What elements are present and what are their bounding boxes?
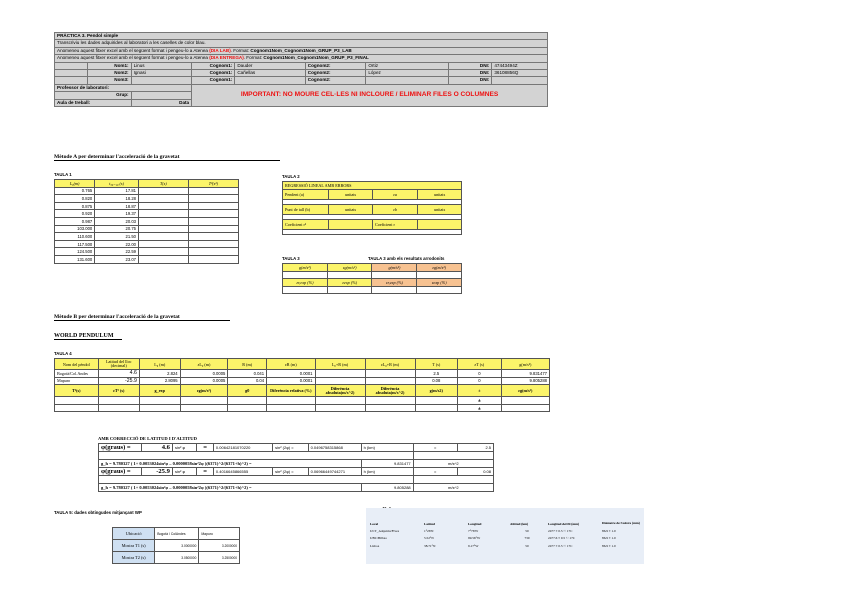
cognom1-3-field[interactable] [235,77,305,84]
grup-label: Grup: [55,92,132,99]
dni3-field[interactable] [492,77,548,84]
taula2-label: TAULA 2 [282,174,300,179]
person-row-1: Nom1: Linus Cognom1: Dauder Cognom2: Ortiz DNI: 47443494Z [55,62,548,69]
table-row: 103.000 20.75 [55,225,239,233]
table-row: UBC/Bilbao 5.52°N 99.56°W 730 2477.6 ± 0.5 © 17C 86.9 ± 1.0 [370,536,616,541]
table-row: Lisboa 38.71°N 9.17°W 50 2477 ± 0.5 © 17C 86.9 ± 1.0 [370,543,616,548]
dni2-field[interactable]: 36108856Q [492,69,548,76]
coords-panel [366,508,644,564]
correction-formula-1: g_h = 9.780327 ( 1+ 0.0053024sin²φ – 0.0000058sin²2φ )(6371)^2/(6371+h)^2) = 9.831477 m/s^2 [99,460,494,468]
person-row-2: Nom2: Ignasi Cognom1: Cañellas Cognom2: López DNI: 36108856Q [55,69,548,76]
nom2-field[interactable]: Ignasi [131,69,192,76]
dni1-field[interactable]: 47443494Z [492,62,548,69]
method-a-title: Mètode A per determinar l'acceleració de la gravetat [54,154,280,161]
taula5 [112,527,240,564]
taula1-header-row: L₀(m) t₅₀₋₁₀ (s) T(s) T²(s²) [55,180,239,188]
table-row: 110.600 21.50 [55,233,239,241]
world-pendulum-title: WORLD PENDULUM [54,333,122,340]
header-title: PRÀCTICA 3. Pendol simple [55,33,548,40]
table-row: Bogotà/Col.Andes 4.6 2.824 0.0005 0.041 0.0001 2.5 0 9.831477 [55,370,550,378]
correction-block [98,443,494,492]
taula3-table: g(m/s²) εg(m/s²) g(m/s²) εg(m/s²) εr,exp (%) εexp (%) εr,exp (%) εexp (%) [282,263,462,294]
person-row-3: Nom3: Cognom1: Cognom2: DNI: [55,77,548,84]
coords-table [366,520,644,550]
correction-row-1: φ(graus) = 4.6 sin² φ = 0.00642181070220 sin² (2φ) = 0.0496758315868 h (km) = 2.5 [99,444,494,452]
table-row: 0.987 20.03 [55,217,239,225]
taula2 [282,181,462,235]
table-row: 117.500 22.00 [55,240,239,248]
taula4 [54,358,550,412]
plus-minus-sign: ± [458,397,502,405]
header-line2: Anomeneu aquest fitxer excel amb el següent format i pengeu-lo a Atenea (DIA LAB). Format: Cognom1Nom_Cognom1Nom_GRUP_P3_LAB [55,47,548,54]
taula1-table [54,179,239,264]
cognom1-field[interactable]: Dauder [235,62,305,69]
correction-table [98,443,494,492]
aula-label: Aula de treball: [55,99,132,106]
table-row: Mapuro -25.9 2.8095 0.0005 0.04 0.0001 0.08 0 9.805288 [55,377,550,385]
nom1-field[interactable]: Linus [131,62,192,69]
header-line1: Transcriviu les dades adquirides al laboratori a les caselles de color blau. [55,40,548,47]
data-label: Data [131,99,192,106]
table-row [55,397,550,405]
taula4-table [54,358,550,412]
nom3-field[interactable] [131,77,192,84]
taula4-label: TAULA 4 [54,351,72,356]
taula4-header2-row: T²(s) εT² (s) g_exp εg(m/s²) g0 Diferència relativa (%) Diferència absoluta(m/s^2) Diferència absoluta(m/s^2) g(m/s2) ± εg(m/s²) [55,385,550,397]
grup-field[interactable] [131,92,192,99]
correction-title: AMB CORRECCIÓ DE LATITUD I D'ALTITUD [98,436,197,441]
correction-formula-2: g_h = 9.780327 ( 1+ 0.0053024sin²φ – 0.0000058sin²2φ )(6371)^2/(6371+h)^2) = 9.805288 m/s^2 [99,484,494,492]
table-row: 0.875 18.87 [55,202,239,210]
taula5-label: TAULA 5: dades obtingudes mitjançant WP [54,510,142,515]
taula4-header-row: Nom del pèndol Latitud del lloc (decimal) L₀ (m) εL₀ (m) R (m) εR (m) L₀+R (m) εL₀+R (m) T (s) εT (s) g(m/s²) [55,359,550,370]
cognom2-3-field[interactable] [366,77,449,84]
taula1-label: TAULA 1 [54,172,72,177]
table-row: 0.820 18.28 [55,195,239,203]
table-row: 0.765 17.81 [55,187,239,195]
correction-row-2: φ(graus) = -25.9 sin² φ = 0.4016645866555 sin² (2φ) = 0.06966449744271 h (km) = 0.08 [99,468,494,476]
cognom2-field[interactable]: Ortiz [366,62,449,69]
taula3-label: TAULA 3 [282,256,300,261]
header-table [54,32,548,107]
table-row: 124.500 22.59 [55,248,239,256]
method-b-title: Mètode B per determinar l'acceleració de la gravetat [54,314,230,321]
professor-label: Professor de laboratori: [55,84,192,91]
table-row: UCT_Adquiriu/Fives 1°26'N 7°76'W 50 2477 ± 0.5 © 17C 86.9 ± 1.0 [370,529,616,534]
plus-minus-sign: ± [458,404,502,412]
taula2-table: REGRESSIÓ LINEAL AMB ERRORS Pendent (a) unitats εa unitats Punt de tall (b) unitats εb unitats Coeficient r² Coeficient r [282,181,462,235]
taula5-table [112,527,240,564]
table-row: Mostra T1 (s) 3.0000000 3.2000000 [113,540,240,552]
taula1 [54,179,239,264]
header-block [54,32,548,107]
table-row: 0.920 19.37 [55,210,239,218]
table-row [55,404,550,412]
header-line3: Anomeneu aquest fitxer excel amb el següent format i pengeu-lo a Atenea (DIA ENTREGA). Format: Cognom1Nom_Cognom1Nom_GRUP_P3_FINAL [55,55,548,62]
cognom2-2-field[interactable]: López [366,69,449,76]
taula5-header-row: Ubicació Bogotà / ColAndes Mapuro [113,528,240,540]
table-row: Mostra T2 (s) 3.0500000 3.2500000 [113,552,240,564]
important-warning: IMPORTANT: NO MOURE CEL·LES NI INCLOURE / ELIMINAR FILES O COLUMNES [192,84,548,106]
coords-header-row: Local Latitud Longitud Altitud (km) Longitud del fil (mm) Diàmetre de l'esfera (mm) [370,520,640,526]
taula3-rounded-label: TAULA 3 amb els resultats arrodonits [368,256,445,261]
cognom1-2-field[interactable]: Cañellas [235,69,305,76]
taula2-title: REGRESSIÓ LINEAL AMB ERRORS [283,182,462,190]
table-row: 131.600 23.07 [55,255,239,263]
taula3 [282,263,462,294]
